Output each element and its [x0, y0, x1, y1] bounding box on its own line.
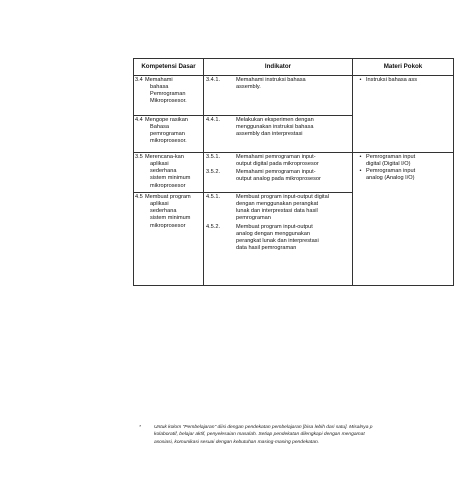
materi-line: Pemrograman input — [366, 168, 416, 175]
kd-line: Pemrograman — [150, 91, 186, 98]
kd-line: sederhana — [150, 208, 177, 215]
indikator-line: Memahami pemrograman input- — [236, 169, 316, 176]
kd-text — [145, 154, 201, 190]
materi-item — [355, 77, 451, 84]
indikator-line: assembly. — [236, 84, 261, 91]
kd-line: sederhana — [150, 168, 177, 175]
indikator-line: pemrograman — [236, 215, 271, 222]
kd-number: 4.5 — [135, 194, 143, 200]
indikator-item — [206, 194, 350, 223]
indikator-text — [236, 194, 350, 223]
kd-number: 3.5 — [135, 154, 143, 160]
indikator-cell — [204, 193, 353, 286]
indikator-line: data hasil pemrograman — [236, 245, 297, 252]
indikator-text — [236, 77, 350, 91]
indikator-line: analog dengan menggunakan — [236, 230, 311, 237]
header-materi-pokok: Materi Pokok — [353, 59, 454, 76]
kd-text — [145, 194, 201, 230]
indikator-item — [206, 117, 350, 138]
kd-line: Mengope rasikan — [145, 117, 188, 123]
materi-item — [355, 168, 451, 182]
bullet-icon: • — [359, 168, 362, 175]
materi-line: Pemrograman input — [366, 154, 416, 160]
materi-text — [366, 168, 451, 182]
indikator-number: 3.5.1. — [206, 154, 220, 160]
indikator-cell — [204, 153, 353, 193]
footnote-line: Untuk kolom "Pembelajaran" diisi dengan pendekatan pembelajaran [bisa lebih dari satu]. Misalnya p — [154, 425, 373, 430]
indikator-number: 3.5.2. — [206, 169, 220, 176]
footnote — [139, 424, 433, 446]
indikator-line: assembly dan interprestasi — [236, 131, 303, 138]
indikator-line: Memahami pemrograman input- — [236, 154, 316, 160]
indikator-line: Membuat program input-output digital — [236, 194, 329, 200]
materi-text — [366, 154, 451, 168]
materi-pokok-cell — [353, 76, 454, 153]
kd-line: aplikasi — [150, 201, 169, 208]
materi-line: analog (Analog I/O) — [366, 175, 415, 182]
materi-pokok-cell — [353, 153, 454, 286]
kd-line: Mikroprosesor. — [150, 98, 187, 105]
kd-line: pemrograman — [150, 131, 185, 138]
materi-line: digital (Digital I/O) — [366, 161, 411, 168]
kd-line: sistem minimum — [150, 215, 191, 222]
materi-line: Instruksi bahasa ass — [366, 77, 417, 83]
indikator-line: Memahami instruksi bahasa — [236, 77, 306, 83]
indikator-cell — [204, 76, 353, 116]
bullet-icon: • — [359, 154, 362, 160]
bullet-icon: • — [359, 77, 362, 83]
indikator-cell — [204, 116, 353, 153]
indikator-line: dengan menggunakan perangkat — [236, 201, 319, 208]
footnote-line: kolaboratif, belajar aktif, penyelesaian masalah. Setiap pendekatan dilengkapi dengan mengamat — [154, 432, 365, 438]
indikator-line: menggunakan instruksi bahasa — [236, 124, 314, 131]
indikator-line: output analog pada mikroprosesor — [236, 176, 321, 183]
indikator-line: Membuat program input-output — [236, 223, 313, 230]
kompetensi-dasar-cell — [134, 193, 204, 286]
indikator-line: perangkat lunak dan interprestasi — [236, 237, 319, 244]
indikator-number: 4.5.1. — [206, 194, 220, 200]
kd-line: sistem minimum — [150, 175, 191, 182]
kd-line: Memahami — [145, 77, 173, 83]
indikator-text — [236, 224, 350, 253]
indikator-number: 4.5.2. — [206, 223, 220, 230]
footnote-line: asosiasi, komunikasi sesuai dengan kebutuhan masing-masing pendekatan. — [154, 439, 320, 445]
kd-number: 4.4 — [135, 117, 143, 123]
curriculum-table — [133, 58, 454, 286]
table-row — [134, 76, 454, 116]
indikator-item — [206, 154, 350, 168]
indikator-line: Melakukan eksperimen dengan — [236, 117, 314, 123]
indikator-number: 3.4.1. — [206, 77, 220, 83]
header-kompetensi-dasar: Kompetensi Dasar — [134, 59, 204, 76]
kd-line: mikroprosesor — [150, 182, 186, 189]
kd-text — [145, 77, 201, 106]
kompetensi-dasar-cell — [134, 153, 204, 193]
indikator-text — [236, 117, 350, 138]
kd-line: mikroprosesor. — [150, 138, 187, 145]
kd-number: 3.4 — [135, 77, 143, 83]
footnote-marker: * — [139, 425, 141, 430]
kd-line: Membuat program — [145, 194, 191, 200]
indikator-text — [236, 154, 350, 168]
indikator-item — [206, 169, 350, 183]
materi-item — [355, 154, 451, 168]
indikator-line: lunak dan interprestasi data hasil — [236, 208, 318, 215]
indikator-line: output digital pada mikroprosesor — [236, 161, 319, 168]
kd-line: mikroprosesor — [150, 222, 186, 229]
kompetensi-dasar-cell — [134, 116, 204, 153]
kd-line: bahasa — [150, 84, 169, 91]
kd-line: aplikasi — [150, 161, 169, 168]
indikator-item — [206, 224, 350, 253]
table-row — [134, 153, 454, 193]
kd-line: Merencana-kan — [145, 154, 184, 160]
kd-line: Bahasa — [150, 124, 169, 131]
indikator-text — [236, 169, 350, 183]
kompetensi-dasar-cell — [134, 76, 204, 116]
kd-text — [145, 117, 201, 146]
table-header-row — [134, 59, 454, 76]
header-indikator: Indikator — [204, 59, 353, 76]
indikator-number: 4.4.1. — [206, 117, 220, 123]
indikator-item — [206, 77, 350, 91]
materi-text — [366, 77, 451, 84]
